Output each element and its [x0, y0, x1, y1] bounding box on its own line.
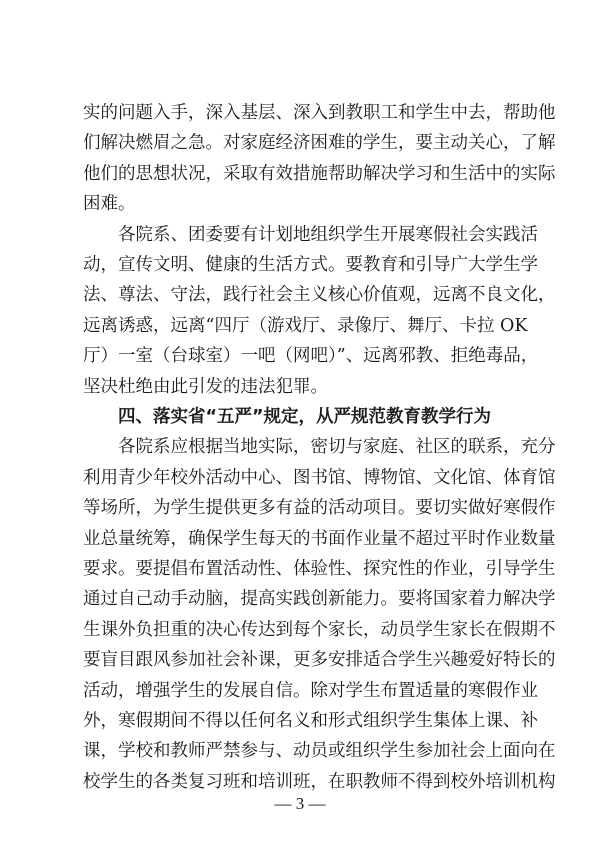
text-line: 各院系、团委要有计划地组织学生开展寒假社会实践活: [83, 224, 538, 245]
text-line: 实的问题入手，深入基层、深入到教职工和学生中去，帮助他: [83, 103, 556, 123]
text-line: 法、尊法、守法，践行社会主义核心价值观，远离不良文化，: [83, 285, 556, 306]
text-line: 他们的思想状况，采取有效措施帮助解决学习和生活中的实际: [83, 163, 556, 184]
text-line: 校学生的各类复习班和培训班，在职教师不得到校外培训机构: [83, 771, 556, 792]
text-line: 等场所，为学生提供更多有益的活动项目。要切实做好寒假作: [83, 498, 556, 519]
text-line: 厅）一室（台球室）一吧（网吧）”、远离邪教、拒绝毒品，: [83, 346, 539, 367]
text-line: 通过自己动手动脑，提高实践创新能力。要将国家着力解决学: [83, 589, 556, 610]
text-line: 动，宣传文明、健康的生活方式。要教育和引导广大学生学: [83, 255, 538, 275]
text-line: 外，寒假期间不得以任何名义和形式组织学生集体上课、补: [83, 711, 538, 731]
text-line: 业总量统筹，确保学生每天的书面作业量不超过平时作业数量: [83, 528, 556, 549]
text-line: 坚决杜绝由此引发的违法犯罪。: [83, 376, 328, 397]
text-line: 课，学校和教师严禁参与、动员或组织学生参加社会上面向在: [83, 741, 556, 762]
text-line: 生课外负担重的决心传达到每个家长，动员学生家长在假期不: [83, 619, 556, 640]
text-line: 各院系应根据当地实际，密切与家庭、社区的联系，充分: [83, 437, 556, 458]
section-heading: 四、落实省“五严”规定，从严规范教育教学行为: [83, 407, 492, 427]
text-line: 们解决燃眉之急。对家庭经济困难的学生，要主动关心，了解: [83, 133, 556, 154]
text-line: 困难。: [83, 194, 136, 215]
text-line: 要求。要提倡布置活动性、体验性、探究性的作业，引导学生: [83, 559, 556, 579]
text-line: 远离诱惑，远离“四厅（游戏厅、录像厅、舞厅、卡拉 OK: [83, 315, 528, 336]
page-number: — 3 —: [274, 794, 326, 813]
text-line: 活动，增强学生的发展自信。除对学生布置适量的寒假作业: [83, 680, 538, 701]
text-line: 利用青少年校外活动中心、图书馆、博物馆、文化馆、体育馆: [83, 467, 556, 488]
text-line: 要盲目跟风参加社会补课，更多安排适合学生兴趣爱好特长的: [83, 650, 556, 671]
